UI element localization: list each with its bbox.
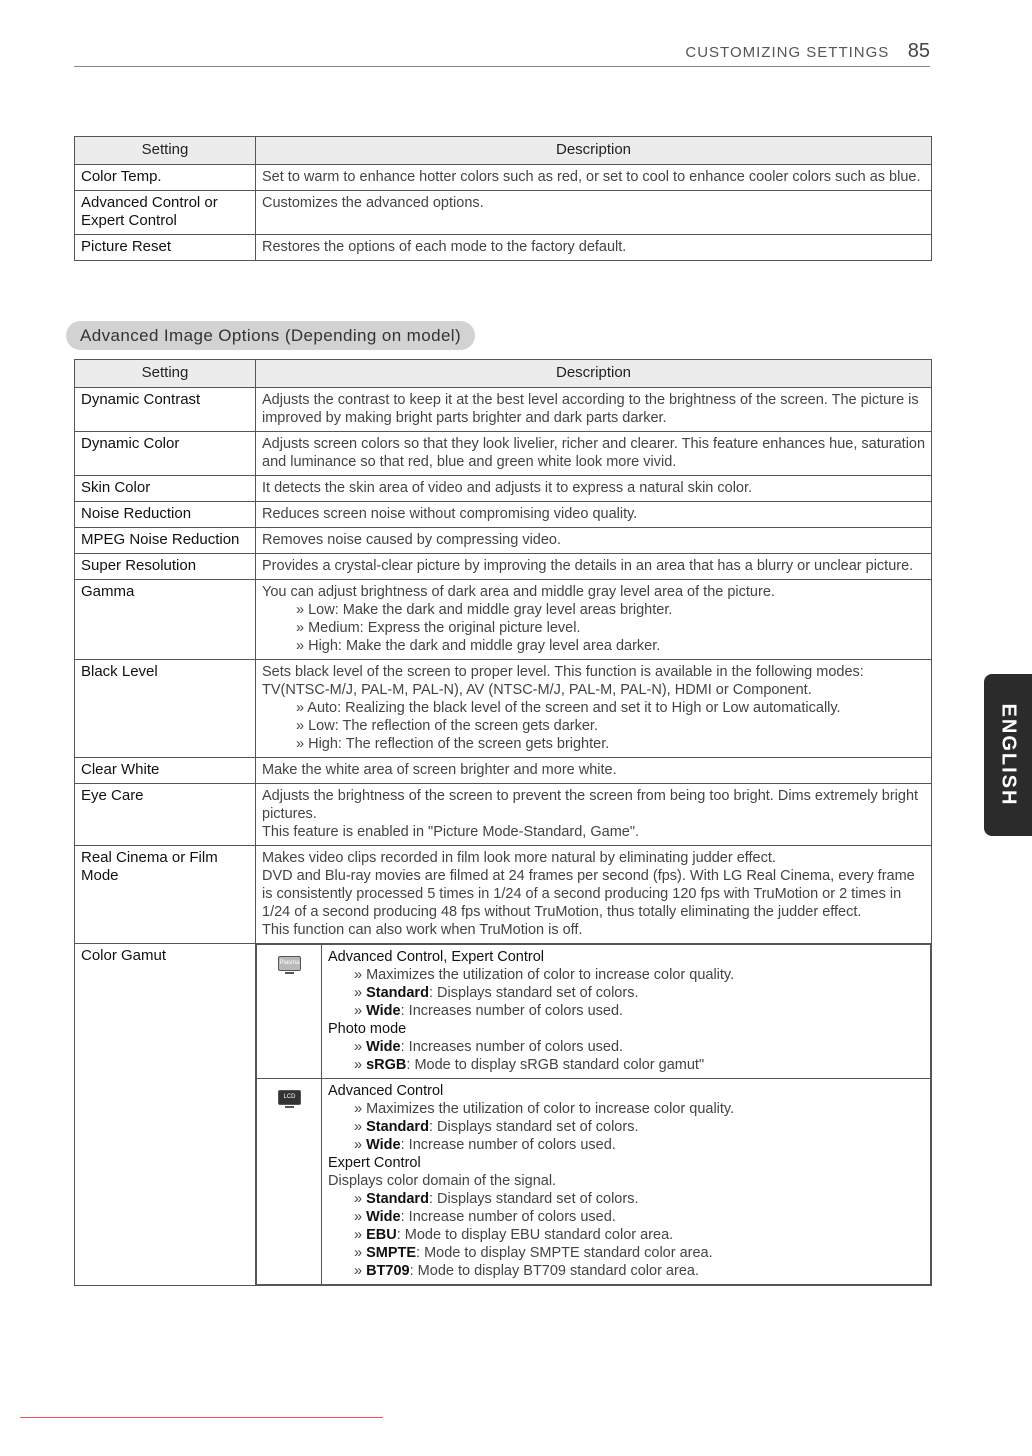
- settings-table-1: [74, 136, 932, 261]
- table-row: [75, 502, 932, 528]
- language-label: ENGLISH: [997, 703, 1020, 807]
- color-gamut-subtable: [256, 944, 931, 1285]
- description-text: Displays color domain of the signal.: [328, 1173, 557, 1189]
- setting-description: Reduces screen noise without compromising video quality.: [256, 502, 932, 528]
- table-row: [75, 191, 932, 235]
- list-item: » High: The reflection of the screen gets brighter.: [296, 736, 610, 752]
- table-row: [75, 476, 932, 502]
- description-text: This feature is enabled in "Picture Mode-Standard, Game".: [262, 824, 640, 840]
- photo-mode-heading: Photo mode: [328, 1021, 407, 1037]
- column-header-description: Description: [256, 360, 932, 388]
- setting-name: Clear White: [75, 758, 256, 784]
- list-item: » SMPTE: Mode to display SMPTE standard color area.: [354, 1245, 713, 1261]
- list-item: » Auto: Realizing the black level of the screen and set it to High or Low automatically.: [296, 700, 841, 716]
- lcd-row: [257, 1079, 931, 1285]
- section-title: Advanced Image Options (Depending on model): [66, 321, 475, 350]
- column-header-setting: Setting: [75, 360, 256, 388]
- plasma-description: [322, 945, 931, 1079]
- list-item: » Maximizes the utilization of color to increase color quality.: [354, 1101, 735, 1117]
- advanced-image-options-table: [74, 359, 932, 1286]
- setting-name: MPEG Noise Reduction: [75, 528, 256, 554]
- table-row: [75, 165, 932, 191]
- setting-description: Restores the options of each mode to the factory default.: [256, 235, 932, 261]
- table-row: [75, 944, 932, 1286]
- list-item: » Wide: Increase number of colors used.: [354, 1137, 616, 1153]
- setting-name: Skin Color: [75, 476, 256, 502]
- setting-name: Color Temp.: [75, 165, 256, 191]
- lcd-cell: [257, 1079, 322, 1285]
- table-header-row: [75, 137, 932, 165]
- setting-description: [256, 944, 932, 1286]
- setting-name: Color Gamut: [75, 944, 256, 1286]
- list-item: » sRGB: Mode to display sRGB standard color gamut": [354, 1057, 705, 1073]
- column-header-setting: Setting: [75, 137, 256, 165]
- setting-name: Picture Reset: [75, 235, 256, 261]
- table-row: [75, 758, 932, 784]
- table-row: [75, 528, 932, 554]
- page-header: [74, 40, 930, 67]
- list-item: » Low: The reflection of the screen gets darker.: [296, 718, 598, 734]
- list-item: » Wide: Increase number of colors used.: [354, 1209, 616, 1225]
- setting-description: [256, 580, 932, 660]
- table-row: [75, 235, 932, 261]
- description-text: Adjusts the brightness of the screen to prevent the screen from being too bright. Dims extremely bright pictures.: [262, 788, 919, 822]
- setting-description: Adjusts the contrast to keep it at the best level according to the brightness of the screen. The picture is improved by making bright parts brighter and dark parts darker.: [256, 388, 932, 432]
- setting-description: Set to warm to enhance hotter colors such as red, or set to cool to enhance cooler colors such as blue.: [256, 165, 932, 191]
- lcd-tv-icon: LCD: [278, 1090, 301, 1105]
- lcd-description: [322, 1079, 931, 1285]
- list-item: » High: Make the dark and middle gray level area darker.: [296, 638, 661, 654]
- description-text: You can adjust brightness of dark area and middle gray level area of the picture.: [262, 584, 775, 600]
- setting-name: Dynamic Color: [75, 432, 256, 476]
- column-header-description: Description: [256, 137, 932, 165]
- plasma-tv-icon: Plasma: [278, 956, 301, 971]
- expert-control-heading: Expert Control: [328, 1155, 421, 1171]
- plasma-cell: [257, 945, 322, 1079]
- language-side-tab: [984, 674, 1032, 836]
- setting-description: [256, 784, 932, 846]
- description-text: This function can also work when TruMotion is off.: [262, 922, 583, 938]
- setting-name: Advanced Control or Expert Control: [75, 191, 256, 235]
- plasma-heading: Advanced Control, Expert Control: [328, 949, 544, 965]
- table-row: [75, 784, 932, 846]
- setting-description: Provides a crystal-clear picture by improving the details in an area that has a blurry or unclear picture.: [256, 554, 932, 580]
- setting-description: Removes noise caused by compressing video.: [256, 528, 932, 554]
- description-text: DVD and Blu-ray movies are filmed at 24 frames per second (fps). With LG Real Cinema, every frame is consistently processed 5 times in 1/24 of a second producing 120 fps with TruMotion or 2 times in 1/24 of a second producing 48 fps without TruMotion, thus totally eliminating the judder effect.: [262, 868, 915, 920]
- lcd-heading: Advanced Control: [328, 1083, 444, 1099]
- table-row: [75, 554, 932, 580]
- list-item: » EBU: Mode to display EBU standard color area.: [354, 1227, 674, 1243]
- list-item: » Standard: Displays standard set of colors.: [354, 1119, 639, 1135]
- divider: [20, 1417, 383, 1418]
- list-item: » BT709: Mode to display BT709 standard color area.: [354, 1263, 699, 1279]
- list-item: » Maximizes the utilization of color to increase color quality.: [354, 967, 735, 983]
- setting-description: Customizes the advanced options.: [256, 191, 932, 235]
- setting-name: Eye Care: [75, 784, 256, 846]
- plasma-row: [257, 945, 931, 1079]
- table-row: [75, 846, 932, 944]
- page-number: 85: [907, 40, 930, 62]
- setting-name: Gamma: [75, 580, 256, 660]
- setting-name: Black Level: [75, 660, 256, 758]
- section-header-title: CUSTOMIZING SETTINGS: [685, 44, 890, 61]
- table-row: [75, 660, 932, 758]
- setting-name: Super Resolution: [75, 554, 256, 580]
- setting-description: [256, 660, 932, 758]
- list-item: » Low: Make the dark and middle gray level areas brighter.: [296, 602, 673, 618]
- table-header-row: [75, 360, 932, 388]
- setting-description: Adjusts screen colors so that they look livelier, richer and clearer. This feature enhances hue, saturation and luminance so that red, blue and green white look more vivid.: [256, 432, 932, 476]
- setting-description: Make the white area of screen brighter and more white.: [256, 758, 932, 784]
- description-text: Sets black level of the screen to proper level. This function is available in the following modes: TV(NTSC-M/J, PAL-M, PAL-N), AV (NTSC-M/J, PAL-M, PAL-N), HDMI or Component.: [262, 664, 864, 698]
- list-item: » Standard: Displays standard set of colors.: [354, 1191, 639, 1207]
- setting-description: [256, 846, 932, 944]
- setting-name: Real Cinema or Film Mode: [75, 846, 256, 944]
- list-item: » Wide: Increases number of colors used.: [354, 1039, 624, 1055]
- list-item: » Wide: Increases number of colors used.: [354, 1003, 624, 1019]
- list-item: » Medium: Express the original picture level.: [296, 620, 581, 636]
- list-item: » Standard: Displays standard set of colors.: [354, 985, 639, 1001]
- table-row: [75, 432, 932, 476]
- table-row: [75, 580, 932, 660]
- setting-name: Dynamic Contrast: [75, 388, 256, 432]
- description-text: Makes video clips recorded in film look more natural by eliminating judder effect.: [262, 850, 776, 866]
- setting-description: It detects the skin area of video and adjusts it to express a natural skin color.: [256, 476, 932, 502]
- setting-name: Noise Reduction: [75, 502, 256, 528]
- table-row: [75, 388, 932, 432]
